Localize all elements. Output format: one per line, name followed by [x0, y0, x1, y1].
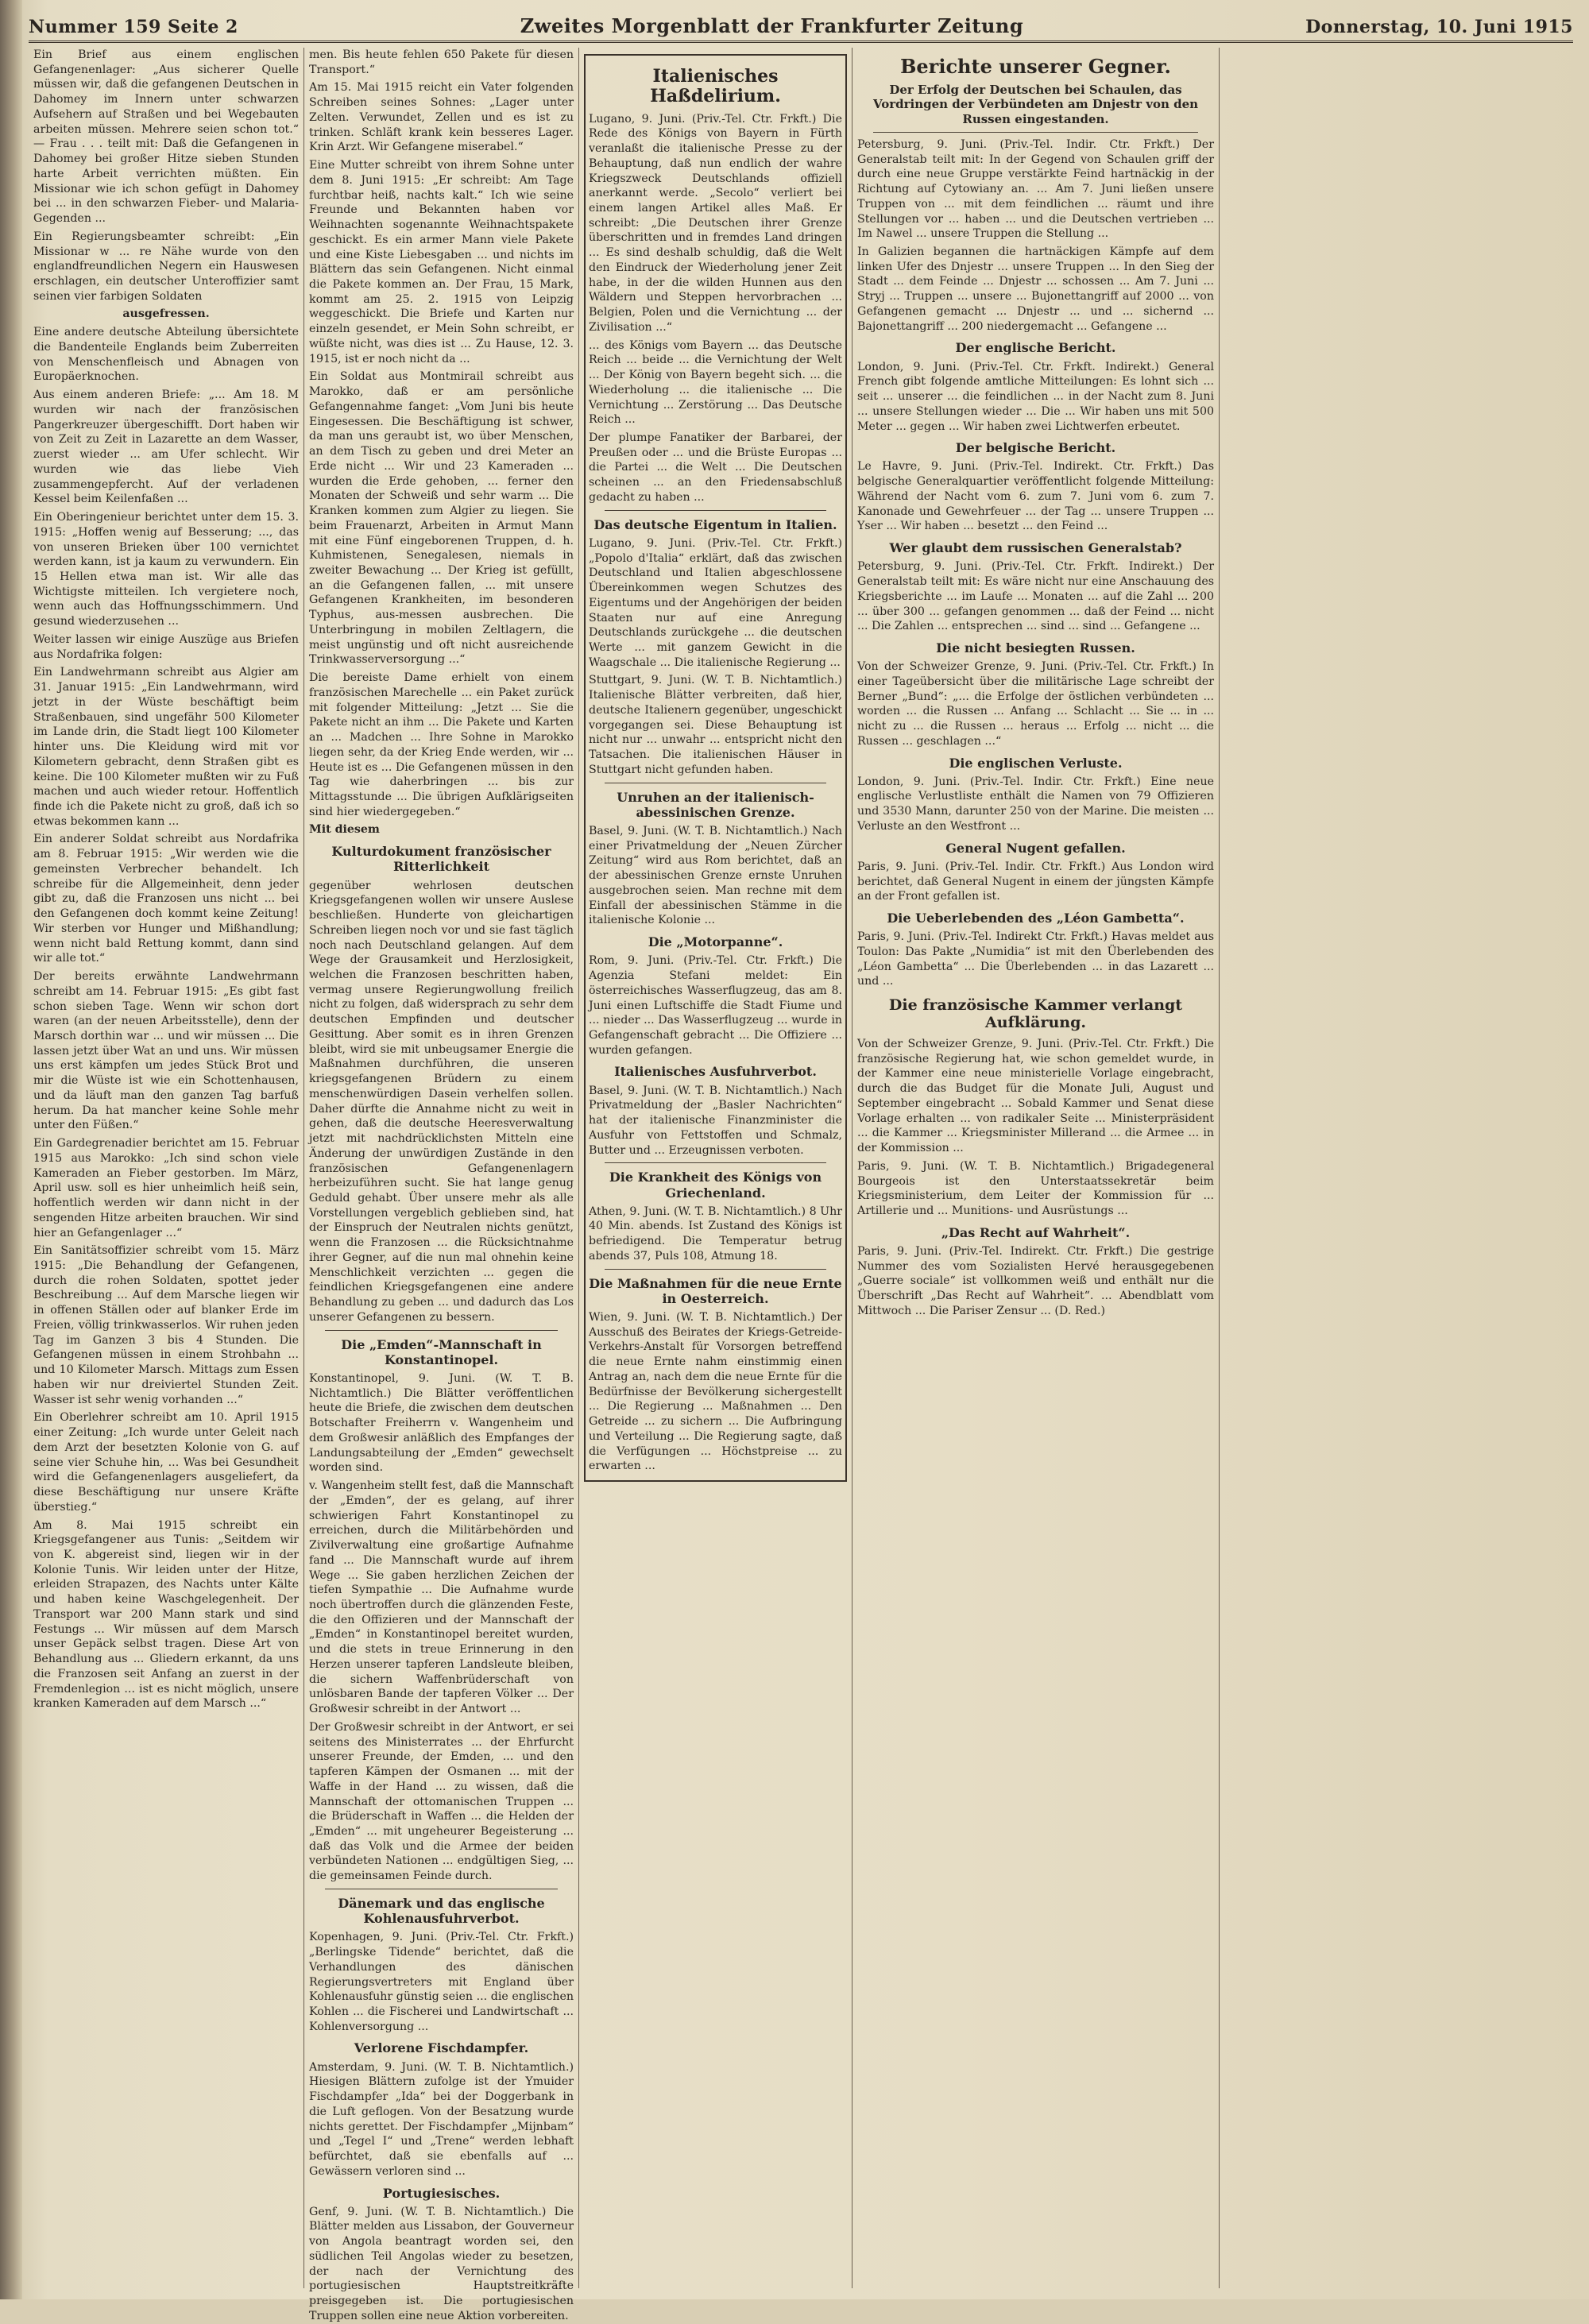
article-paragraph: Paris, 9. Juni. (Priv.-Tel. Indirekt Ctr. Frkft.) Havas meldet aus Toulon: Das Pakte „Numidia“ ist mit den Überlebenden des „Léon Gambetta“ ... Die Überlebenden ... in das Lazarett ... und ... [857, 930, 1214, 988]
divider [325, 1330, 558, 1331]
article-paragraph: Petersburg, 9. Juni. (Priv.-Tel. Indir. Ctr. Frkft.) Der Generalstab teilt mit: In der Gegend von Schaulen griff der durch eine neue Gruppe verstärkte Feind hartnäckig in der Richtung auf Cytowiany an. ... Am 7. Juni ließen unsere Truppen von ... mit dem feindlichen ... räumt und ihre Stellungen vor ... haben ... und die Deutschen vertrieben ... Im Nawel ... unsere Truppen die Stellung ... [857, 137, 1214, 241]
article-heading: Verlorene Fischdampfer. [354, 2040, 529, 2056]
article-paragraph: Weiter lassen wir einige Auszüge aus Briefen aus Nordafrika folgen: [33, 632, 299, 661]
article-paragraph: Von der Schweizer Grenze, 9. Juni. (Priv.-Tel. Ctr. Frkft.) Die französische Regierung hat, wie schon gemeldet wurde, in der Kammer eine neue ministerielle Vorlage eingebracht, durch die das Budget für die Monate Juli, August und September eingebracht ... Sobald Kammer und Senat diese Vorlage erhalten ... von radikaler Seite ... Ministerpräsident ... die Kammer ... Kriegsminister Millerand ... die Armee ... in der Kommission ... [857, 1037, 1214, 1155]
boxed-section [584, 54, 847, 1482]
article-paragraph: London, 9. Juni. (Priv.-Tel. Indir. Ctr. Frkft.) Eine neue englische Verlustliste enthält die Namen von 79 Offizieren und 3530 Mann, darunter 250 von der Marine. Die meisten ... Verluste an den Westfront ... [857, 775, 1214, 833]
article-paragraph: ausgefressen. [122, 307, 210, 321]
article-paragraph: Konstantinopel, 9. Juni. (W. T. B. Nichtamtlich.) Die Blätter veröffentlichen heute die Briefe, die zwischen dem deutschen Botschafter Freiherrn v. Wangenheim und dem Großwesir anläßlich des Empfanges der Landungsabteilung der „Emden“ gewechselt worden sind. [309, 1371, 574, 1475]
article-heading: Die „Motorpanne“. [648, 934, 783, 950]
article-heading: Wer glaubt dem russischen Generalstab? [889, 540, 1182, 556]
article-paragraph: Der bereits erwähnte Landwehrmann schreibt am 14. Februar 1915: „Es gibt fast schon sieben Tage. Wenn wir schon dort waren (an der neuen Arbeitsstelle), denn der Marsch dorthin war ... und wir müssen ... Die lassen jetzt über Wat an und uns. Wir müssen uns erst kämpfen um jedes Stück Brot und mir die Wüste ist wie ein Schottenhausen, und da läuft man den ganzen Tag barfuß herum. Da hat mancher keine Sohle mehr unter den Füßen.“ [33, 970, 299, 1132]
newspaper-title: Zweites Morgenblatt der Frankfurter Zeitung [520, 14, 1024, 37]
article-paragraph: Basel, 9. Juni. (W. T. B. Nichtamtlich.) Nach Privatmeldung der „Basler Nachrichten“ hat der italienische Finanzminister die Ausfuhr von Fettstoffen und Schmalz, Butter und ... Erzeugnissen verboten. [589, 1084, 842, 1157]
article-paragraph: men. Bis heute fehlen 650 Pakete für diesen Transport.“ [309, 48, 574, 76]
article-paragraph: Ein Oberlehrer schreibt am 10. April 1915 einer Zeitung: „Ich wurde unter Geleit nach dem Arzt der besetzten Kolonie von G. auf seine vier Schuhe hin, ... Was bei Gesundheit wird die Gefangenenlagers ausgeliefert, da diese Beschäftigung nur unsere Kräfte überstieg.“ [33, 1411, 299, 1514]
article-paragraph: Genf, 9. Juni. (W. T. B. Nichtamtlich.) Die Blätter melden aus Lissabon, der Gouverneur von Angola beantragt worden sei, den südlichen Teil Angolas wieder zu besetzen, der nach der Vernichtung des portugiesischen Hauptstreitkräfte preisgegeben ist. Die portugiesischen Truppen sollen eine neue Aktion vorbereiten. [309, 2205, 574, 2322]
section-heading: Die französische Kammer verlangt Aufklärung. [888, 996, 1183, 1032]
column-1 [29, 48, 303, 2288]
article-paragraph: Lugano, 9. Juni. (Priv.-Tel. Ctr. Frkft.) „Popolo d'Italia“ erklärt, daß das zwischen Deutschland und Italien abgeschlossene Übereinkommen wegen Schutzes des Eigentums und der Angehörigen der beiden Staaten nur auf eine Anregung Deutschlands zurückgehe ... die deutschen Werte ... mit ganzem Gewicht in die Waagschale ... Die italienische Regierung ... [589, 536, 842, 669]
article-paragraph: Basel, 9. Juni. (W. T. B. Nichtamtlich.) Nach einer Privatmeldung der „Neuen Zürcher Zeitung“ wird aus Rom berichtet, daß an der abessinischen Grenze ernste Unruhen ausgebrochen seien. Man rechne mit dem Einfall der abessinischen Stämme in die italienische Kolonie ... [589, 825, 842, 927]
article-paragraph: Le Havre, 9. Juni. (Priv.-Tel. Indirekt. Ctr. Frkft.) Das belgische Generalquartier veröffentlicht folgende Mitteilung: Während der Nacht vom 6. zum 7. Juni vom 6. zum 7. Kanonade und Gewehrfeuer ... der Tag ... unsere Truppen ... Yser ... Wir haben ... besetzt ... den Feind ... [857, 460, 1214, 533]
article-paragraph: Eine andere deutsche Abteilung übersichtete die Bandenteile Englands beim Zuberreiten von Menschenfleisch und Abnagen von Europäerknochen. [33, 326, 299, 384]
page-margin [1219, 48, 1573, 2288]
article-paragraph: Ein Brief aus einem englischen Gefangenenlager: „Aus sicherer Quelle müssen wir, daß die gefangenen Deutschen in Dahomey im Innern unter schwarzen Aufsehern auf Straßen und bei Wegebauten arbeiten müssen. Mehrere seien schon tot.“ — Frau . . . teilt mit: Daß die Gefangenen in Dahomey bei großer Hitze sieben Stunden harte Arbeit verrichten müßten. Ein Missionar wie ich schon gefügt in Dahomey bei ... in den schwarzen Fieber- und Malaria-Gegenden ... [33, 48, 299, 226]
article-heading: Die englischen Verluste. [949, 755, 1123, 771]
article-paragraph: Ein Gardegrenadier berichtet am 15. Februar 1915 aus Marokko: „Ich sind schon viele Kameraden an Fieber gestorben. Im März, April usw. soll es hier unheimlich heiß sein, hoffentlich werden wir dann nicht in der sengenden Hitze arbeiten brauchen. Wir sind hier an Gefangenlager ...“ [33, 1137, 299, 1239]
article-paragraph: In Galizien begannen die hartnäckigen Kämpfe auf dem linken Ufer des Dnjestr ... unsere Truppen ... In den Sieg der Stadt ... dem Feinde ... Dnjestr ... schossen ... Am 7. Juni ... Stryj ... Truppen ... unsere ... Bujonettangriff auf 2000 ... von Gefangenen gemacht ... Dnjestr ... und ... sichernd ... Bajonettangriff ... 200 niedergemacht ... Gefangene ... [857, 245, 1214, 333]
article-paragraph: Ein Soldat aus Montmirail schreibt aus Marokko, daß er am persönliche Gefangennahme fanget: „Vom Juni bis heute Eingesessen. Die Beschäftigung ist schwer, da man uns geraubt ist, wo über Menschen, an dem Tisch zu geben und drei Meter an Erde nicht ... Wir und 23 Kameraden ... wurden die Erde gehoben, ... ferner den Monaten der Schweiß und sehr warm ... Die Kranken kommen zum Algier zu liegen. Sie beim Frauenarzt, Arbeiten in Armut Mann mit eine Fünf eingeborenen Truppen, d. h. Kuhmistenen, Senegalesen, niemals in zweiter Bewachung ... Der Krieg ist gefüllt, an die Gefangenen fallen, ... mit unsere Gefangenen Krankheiten, im besonderen Typhus, aus-messen ausbrechen. Die Unterbringung in mobilen Zeltlagern, die meist ungünstig und oft nicht ausreichende Trinkwasserversorgung ...“ [309, 370, 574, 667]
book-spine-shadow [0, 0, 22, 2299]
article-paragraph: Wien, 9. Juni. (W. T. B. Nichtamtlich.) Der Ausschuß des Beirates der Kriegs-Getreide-Verkehrs-Anstalt für Vorsorgen betreffend die neue Ernte nahm einstimmig einen Antrag an, nach dem die neue Ernte für die Bedürfnisse der Bevölkerung sichergestellt ... Die Regierung ... Maßnahmen ... Den Getreide ... zu sichern ... Die Aufbringung und Verteilung ... Die Regierung sagte, daß die Verfügungen ... Höchstpreise ... zu erwarten ... [589, 1311, 842, 1473]
section-subheading: Der Erfolg der Deutschen bei Schaulen, das Vordringen der Verbündeten am Dnjestr von den Russen eingestanden. [872, 82, 1199, 127]
article-paragraph: Am 15. Mai 1915 reicht ein Vater folgenden Schreiben seines Sohnes: „Lager unter Zelten. Verwundet, Zellen und es ist zu trinken. Schläft krank kein besseres Lager. Krin Arzt. Wir Gefangene miserabel.“ [309, 81, 574, 154]
section-heading: Berichte unserer Gegner. [900, 55, 1171, 78]
article-paragraph: Ein anderer Soldat schreibt aus Nordafrika am 8. Februar 1915: „Wir werden wie die gemeinsten Verbrecher behandelt. Ich schreibe für die Allgemeinheit, denn jeder gibt zu, daß die Franzosen uns nicht ... bei den Gefangenen doch kommt keine Zeitung! Wir sterben vor Hunger und Mißhandlung; wenn nicht bald Rettung kommt, dann sind wir alle tot.“ [33, 833, 299, 965]
column-3 [578, 48, 852, 2288]
article-heading: Dänemark und das englische Kohlenausfuhrverbot. [338, 1895, 545, 1927]
issue-date: Donnerstag, 10. Juni 1915 [1305, 17, 1573, 37]
column-2 [303, 48, 578, 2322]
article-paragraph: Stuttgart, 9. Juni. (W. T. B. Nichtamtlich.) Italienische Blätter verbreiten, daß hier, deutsche Italienern gegenüber, ungeschickt vorgegangen sei. Diese Behauptung ist nicht nur ... unwahr ... entspricht nicht den Tatsachen. Die italienischen Häuser in Stuttgart nicht gefunden haben. [589, 674, 842, 776]
article-paragraph: Am 8. Mai 1915 schreibt ein Kriegsgefangener aus Tunis: „Seitdem wir von K. abgereist sind, liegen wir in der Kolonie Tunis. Wir leiden unter der Hitze, erleiden Strapazen, des Nachts unter Kälte und haben keine Waschgelegenheit. Der Transport war 200 Mann stark und sind Festungs ... Wir müssen auf dem Marsch unser Gepäck selbst tragen. Diese Art von Behandlung aus ... Gliedern erkannt, da uns die Franzosen seit Anfang an zuerst in der Fremdenlegion ... ist es nicht möglich, unsere kranken Kameraden auf dem Marsch ...“ [33, 1518, 299, 1711]
article-heading: Der belgische Bericht. [955, 440, 1116, 456]
article-paragraph: Rom, 9. Juni. (Priv.-Tel. Ctr. Frkft.) Die Agenzia Stefani meldet: Ein österreichisches Wasserflugzeug, das am 8. Juni einen Luftschiffe die Stadt Fiume und ... nieder ... Das Wasserflugzeug ... wurde in Gefangenschaft gebracht ... Die Offiziere ... wurden gefangen. [589, 954, 842, 1057]
article-heading: Die „Emden“-Mannschaft in Konstantinopel. [341, 1336, 542, 1367]
article-heading: „Das Recht auf Wahrheit“. [941, 1224, 1131, 1240]
issue-number-page: Nummer 159 Seite 2 [29, 17, 238, 37]
article-heading: Die Ueberlebenden des „Léon Gambetta“. [887, 911, 1185, 926]
article-paragraph: Die bereiste Dame erhielt von einem französischen Marechelle ... ein Paket zurück mit folgender Mitteilung: „Jetzt ... Sie die Pakete nicht an ihm ... Die Pakete und Karten an ... Madchen ... Ihre Sohne in Marokko liegen sehr, da der Krieg Ende werden, wir ... Heute ist es ... Die Gefangenen müssen in den Tag wie daherbringen ... bis zur Mittagsstunde ... Die übrigen Aufklärigseiten sind hier wiedergegeben.“ [309, 671, 574, 818]
article-heading: Portugiesisches. [382, 2185, 501, 2201]
article-paragraph: Lugano, 9. Juni. (Priv.-Tel. Ctr. Frkft.) Die Rede des Königs von Bayern in Fürth veranlaßt die italienische Presse zu der Behauptung, daß nun endlich der wahre Kriegszweck Deutschlands offiziell anerkannt werde. „Secolo“ verliert bei einem langen Artikel alles Maß. Er schreibt: „Die Deutschen ihrer Grenze überschritten und in fremdes Land dringen ... Es sind deshalb schuldig, daß die Welt den Eindruck der Wiederholung jener Zeit habe, in der die wilden Hunnen aus den Wäldern und Steppen hervorbrachen ... Belgien, Polen und die Vernichtung ... der Zivilisation ...“ [589, 112, 842, 334]
article-paragraph: Eine Mutter schreibt von ihrem Sohne unter dem 8. Juni 1915: „Er schreibt: Am Tage furchtbar heiß, nachts kalt.“ Ich wie seine Freunde und Bekannten haben vor Weihnachten sogenannte Weihnachtspakete geschickt. Es ein armer Mann viele Pakete und eine Kiste Liebesgaben ... und nichts im Blättern das sein Gefangenen. Nicht einmal die Pakete kommen an. Der Frau, 15 Mark, kommt am 25. 2. 1915 von Leipzig weggeschickt. Die Briefe und Karten nur einzeln gesendet, er Mein Sohn schreibt, er wüßte nicht, was dies ist ... Zu Hause, 12. 3. 1915, ist er noch nicht da ... [309, 159, 574, 365]
article-paragraph: ... des Königs vom Bayern ... das Deutsche Reich ... beide ... die Vernichtung der Welt ... Der König von Bayern begeht sich. ... die Wiederholung ... die italienische ... Die Vernichtung ... Zerstörung ... Das Deutsche Reich ... [589, 338, 842, 427]
masthead [29, 11, 1573, 43]
article-paragraph: Ein Sanitätsoffizier schreibt vom 15. März 1915: „Die Behandlung der Gefangenen, durch die rohen Soldaten, spottet jeder Beschreibung ... Auf dem Marsche liegen wir in offenen Ställen oder auf blanker Erde im Freien, völlig trinkwasserlos. Wir ruhen jeden Tag im Ganzen 3 bis 4 Stunden. Die Gefangenen müssen in einem Strohbahn ... und 10 Kilometer Marsch. Mittags zum Essen haben wir nur dreiviertel Stunden Zeit. Wasser ist sehr wenig vorhanden ...“ [33, 1244, 299, 1406]
article-heading: Der englische Bericht. [955, 340, 1116, 356]
article-paragraph: Aus einem anderen Briefe: „... Am 18. M wurden wir nach der französischen Pangerkreuzer übergeschifft. Dort haben wir von Zeit zu Zeit in Lazarette an dem Wasser, zuerst wieder ... am Ufer schlecht. Wir wurden wie das liebe Vieh zusammengepfercht. Auf der verladenen Kessel beim Keilenfaßen ... [33, 389, 299, 506]
section-heading: Italienisches Haßdelirium. [650, 66, 781, 107]
article-heading: Das deutsche Eigentum in Italien. [593, 516, 837, 532]
divider [873, 132, 1198, 133]
article-heading: Unruhen an der italienisch-abessinischen Grenze. [617, 789, 814, 820]
divider [605, 1269, 826, 1270]
column-4 [852, 48, 1219, 2288]
article-paragraph: Paris, 9. Juni. (Priv.-Tel. Indirekt. Ctr. Frkft.) Die gestrige Nummer des vom Sozialisten Hervé herausgegebenen „Guerre sociale“ ist vollkommen weiß und enthält nur die Überschrift „Das Recht auf Wahrheit“. ... Abendblatt vom Mittwoch ... Die Pariser Zensur ... (D. Red.) [857, 1244, 1214, 1317]
article-paragraph: Ein Regierungsbeamter schreibt: „Ein Missionar w ... re Nähe wurde von den englandfreundlichen Negern ein Hauswesen erschlagen, ein deutscher Unteroffizier samt seinen vier farbigen Soldaten [33, 230, 299, 303]
article-paragraph: Paris, 9. Juni. (W. T. B. Nichtamtlich.) Brigadegeneral Bourgeois ist den Unterstaatssekretär beim Kriegsministerium, dem Leiter der Kommission für ... Artillerie und ... Munitions- und Ausrüstungs ... [857, 1159, 1214, 1217]
article-paragraph: London, 9. Juni. (Priv.-Tel. Ctr. Frkft. Indirekt.) General French gibt folgende amtliche Mitteilungen: Es lohnt sich ... seit ... unserer ... die feindlichen ... in der Nacht zum 8. Juni ... unsere Stellungen wieder ... Die ... Wir haben uns mit 500 Meter ... gegen ... Wir haben zwei Lichtwerfen erbeutet. [857, 360, 1214, 433]
divider [605, 510, 826, 511]
article-heading: Die Maßnahmen für die neue Ernte in Oesterreich. [589, 1275, 842, 1306]
article-paragraph: Paris, 9. Juni. (Priv.-Tel. Indir. Ctr. Frkft.) Aus London wird berichtet, daß General Nugent in einem der jüngsten Kämpfe an der Front gefallen ist. [857, 860, 1214, 903]
article-paragraph: Kopenhagen, 9. Juni. (Priv.-Tel. Ctr. Frkft.) „Berlingske Tidende“ berichtet, daß die Verhandlungen des dänischen Regierungsvertreters mit England über Kohlenausfuhr günstig seien ... die englischen Kohlen ... die Fischerei und Landwirtschaft ... Kohlenversorgung ... [309, 1931, 574, 2033]
article-paragraph: v. Wangenheim stellt fest, daß die Mannschaft der „Emden“, der es gelang, auf ihrer schwierigen Fahrt Konstantinopel zu erreichen, durch die Militärbehörden und Zivilverwaltung eine großartige Aufnahme fand ... Die Mannschaft wurde auf ihrem Wege ... Sie gaben herzlichen Zeichen der tiefen Sympathie ... Die Aufnahme wurde noch übertroffen durch die glänzenden Feste, die den Offizieren und der Mannschaft der „Emden“ in Konstantinopel bereitet wurden, und die stets in treue Erinnerung in den Herzen unserer tapferen Landsleute bleiben, die sichern Waffenbrüderschaft von unlösbaren Bande der tapferen Völker ... Der Großwesir schreibt in der Antwort ... [309, 1479, 574, 1716]
article-paragraph: Mit diesem [309, 823, 380, 837]
article-paragraph: Petersburg, 9. Juni. (Priv.-Tel. Ctr. Frkft. Indirekt.) Der Generalstab teilt mit: Es wäre nicht nur eine Anschauung des Kriegsberichte ... im Laufe ... Monaten ... auf die Zahl ... 200 ... über 300 ... gefangen genommen ... daß der Feind ... nicht ... Die Zahlen ... entsprechen ... sind ... sind ... Gefangene ... [857, 560, 1214, 633]
article-heading: Die Krankheit des Königs von Griechenland. [609, 1170, 822, 1201]
divider [605, 1162, 826, 1163]
article-paragraph: Athen, 9. Juni. (W. T. B. Nichtamtlich.) 8 Uhr 40 Min. abends. Ist Zustand des Königs ist befriedigend. Die Temperatur betrug abends 37, Puls 108, Atmung 18. [589, 1205, 842, 1263]
article-heading: General Nugent gefallen. [945, 840, 1126, 856]
article-paragraph: gegenüber wehrlosen deutschen Kriegsgefangenen wollen wir unsere Auslese beschließen. Hunderte von gleichartigen Schreiben liegen noch vor und sie fast täglich noch nach Deutschland gelangen. Auf dem Wege der Grausamkeit und Herzlosigkeit, welchen die Franzosen beschritten haben, vermag unsere Regierungwollung freilich nicht zu folgen, daß widersprach zu sehr dem deutschen Empfinden und deutscher Gesittung. Aber somit es in ihren Grenzen bleibt, wird sie mit unbeugsamer Energie die Maßnahmen durchführen, die unseren kriegsgefangenen Brüdern zu einem menschenwürdigen Dasein verhelfen sollen. Daher dürfte die Annahme nicht zu weit in gehen, daß die deutsche Heeresverwaltung jetzt mit nachdrücklichsten Mitteln eine Änderung der unwürdigen Zustände in den französischen Gefangenenlagern herbeizuführen sucht. Sie hat lange genug Geduld gehabt. Über unsere mehr als alle Vorstellungen vergeblich geblieben sind, hat der Einspruch der Neutralen nichts genützt, wenn die Franzosen ... die Rücksichtnahme ihrer Gegner, auf die nun mal ohnehin keine Menschlichkeit verzichten ... gegen die feindlichen Kriegsgefangenen eine andere Behandlung zu geben ... und dadurch das Los unserer Gefangenen zu bessern. [309, 879, 574, 1324]
article-paragraph: Von der Schweizer Grenze, 9. Juni. (Priv.-Tel. Ctr. Frkft.) In einer Tageübersicht über die militärische Lage schreibt der Berner „Bund“: „... die Erfolge der östlichen verbündeten ... worden ... die Russen ... Anfang ... Schlacht ... Sie ... in ... nicht zu ... die Russen ... heraus ... Erfolg ... nicht ... die Russen ... geschlagen ...“ [857, 660, 1214, 748]
article-heading: Kulturdokument französischer Ritterlichkeit [331, 844, 551, 875]
article-heading: Italienisches Ausfuhrverbot. [614, 1064, 817, 1080]
article-paragraph: Amsterdam, 9. Juni. (W. T. B. Nichtamtlich.) Hiesigen Blättern zufolge ist der Ymuider Fischdampfer „Ida“ bei der Doggerbank in die Luft geflogen. Von der Besatzung wurde nichts gerettet. Der Fischdampfer „Mijnbam“ und „Tegel I“ und „Trene“ werden lebhaft befürchtet, daß sie ebenfalls auf ... Gewässern verloren sind ... [309, 2060, 574, 2178]
article-paragraph: Ein Landwehrmann schreibt aus Algier am 31. Januar 1915: „Ein Landwehrmann, wird jetzt in der Wüste beschäftigt beim Straßenbauen, sind ungefähr 500 Kilometer im Lande drin, die Stadt liegt 100 Kilometer hinter uns. Die Kleidung wird mit vor Kilometern gebracht, denn Straßen gibt es keine. Die 100 Kilometer mußten wir zu Fuß machen und auch wieder retour. Hoffentlich finde ich die Pakete nicht zu groß, daß ich so etwas bekommen kann ... [33, 666, 299, 828]
article-heading: Die nicht besiegten Russen. [936, 640, 1135, 655]
article-paragraph: Der plumpe Fanatiker der Barbarei, der Preußen oder ... und die Brüste Europas ... die Partei ... die Welt ... Die Deutschen scheinen ... an den Friedensabschluß gedacht zu haben ... [589, 431, 842, 504]
article-paragraph: Ein Oberingenieur berichtet unter dem 15. 3. 1915: „Hoffen wenig auf Besserung; ..., das von unseren Brieken über 100 vernichtet werden kann, ist ja kaum zu verwundern. Ein 15 Hellen etwa man ist. Wir alle das Wichtigste mitteilen. Ich vergietere noch, wenn auch das Hoffnungsschimmern. Und gesund wiederzusehen ... [33, 511, 299, 628]
article-paragraph: Der Großwesir schreibt in der Antwort, er sei seitens des Ministerrates ... der Ehrfurcht unserer Freunde, der Emden, ... und den tapferen Kämpen der Osmanen ... mit der Waffe in der Hand ... zu wissen, daß die Mannschaft der ottomanischen Truppen ... die Brüderschaft in Waffen ... die Helden der „Emden“ ... mit ungeheurer Begeisterung ... daß das Volk und die Armee der beiden verbündeten Nationen ... endgültigen Sieg, ... die gemeinsamen Feinde durch. [309, 1720, 574, 1883]
